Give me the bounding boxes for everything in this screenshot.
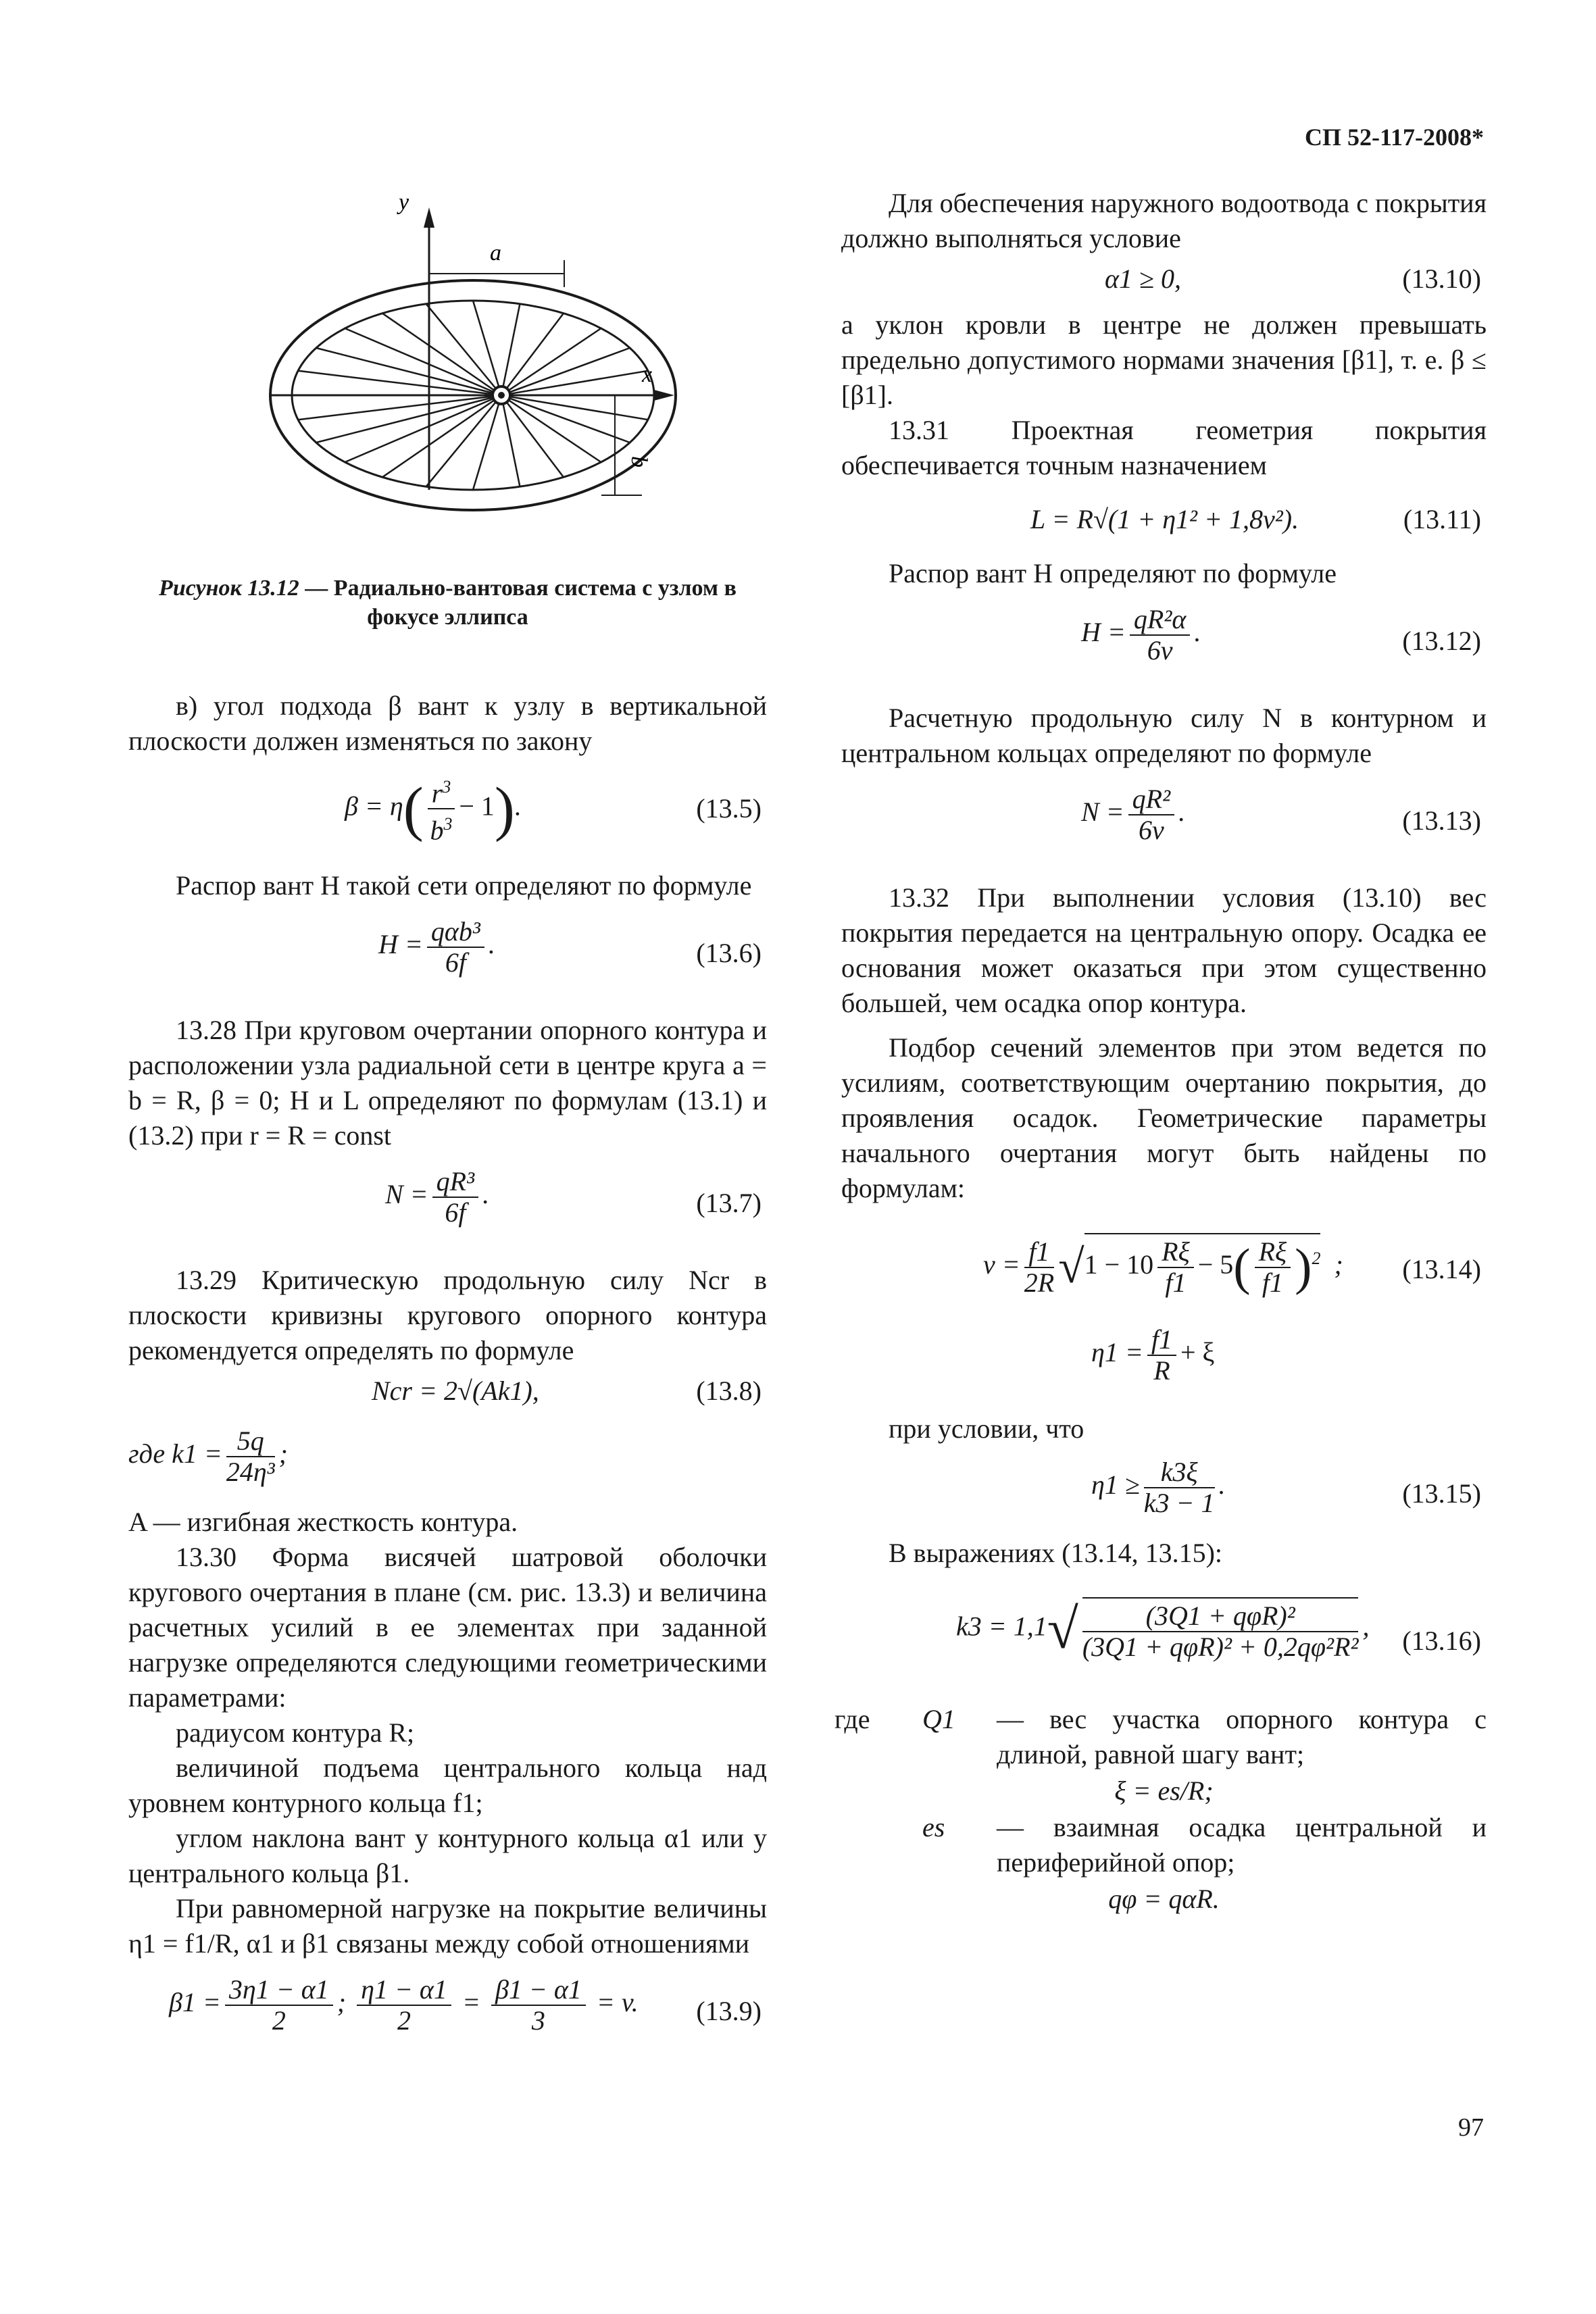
paragraph-drainage: Для обеспечения наружного водоотвода с покрытия должно выполняться условие	[841, 188, 1487, 253]
paragraph-h-intro: Распор вант H определяют по формуле	[889, 558, 1337, 588]
cable-spoke	[501, 371, 648, 395]
cable-spoke	[473, 301, 501, 395]
formula-13-10: α1 ≥ 0, (13.10)	[1105, 263, 1481, 294]
formula-13-7: N = $\frac{\text{qR³}}{6f}$ . (13.7)	[385, 1166, 762, 1228]
right-column	[834, 186, 1487, 1918]
cable-spoke	[501, 395, 520, 486]
formula-13-15: η1 ≥ $\frac{k3\xi}{k3 - 1}$ . (13.15)	[1091, 1457, 1481, 1518]
item-angle: углом наклона вант у контурного кольца α1 или у центрального кольца β1.	[128, 1823, 767, 1888]
paragraph-13-31: 13.31 Проектная геометрия покрытия обеспечивается точным назначением	[841, 415, 1487, 480]
formula-13-13: N = $\frac{\text{qR²}}{6v}$ . (13.13)	[1081, 784, 1481, 845]
xi-definition: ξ = es/R;	[1114, 1776, 1214, 1806]
cable-spoke	[426, 395, 501, 486]
page-number: 97	[1458, 2113, 1484, 2142]
item-rise: величиной подъема центрального кольца над уровнем контурного кольца f1;	[128, 1753, 767, 1818]
paragraph-n-intro: Расчетную продольную силу N в контурном и центральном кольцах определяют по формуле	[841, 703, 1487, 768]
cable-spoke	[501, 304, 520, 395]
cable-spoke	[501, 395, 601, 462]
ellipse-cable-diagram	[128, 193, 767, 571]
paragraph-expressions: В выражениях (13.14, 13.15):	[889, 1538, 1223, 1568]
formula-13-14: v = $\frac{f1}{2R}$ √1 − 10 $\frac{R\xi}{f1}$ − 5( $\frac{R\xi}{f1}$ )$^2$ ; (13.14)	[841, 1226, 1487, 1321]
formula-13-8: Ncr = 2√(Ak1), (13.8)	[372, 1376, 762, 1406]
paragraph-13-30: 13.30 Форма висячей шатровой оболочки кругового очертания в плане (см. рис. 13.3) и величина расчетных усилий в ее элементах при заданной нагрузке определяются следующими геометрическими параметрами:	[128, 1542, 767, 1713]
where-q1-row: где Q1 — вес участка опорного контура с длиной, равной шагу вант;	[834, 1704, 1487, 1769]
formula-13-12: H = $\frac{\text{qR²α}}{6v}$ . (13.12)	[1081, 604, 1481, 665]
formula-number: (13.5)	[696, 793, 762, 824]
figure-caption-text: — Радиально-вантовая система с узлом в фокусе эллипса	[299, 576, 737, 630]
formula-13-9: β1 = $\frac{3\eta 1 - \alpha 1}{2}$ ; $\frac{\eta 1 - \alpha 1}{2}$ = $\frac{\beta 1 - \alpha 1}{3}$ = v. (13.9)	[169, 1974, 762, 2036]
paragraph-roof-slope: а уклон кровли в центре не должен превышать предельно допустимого нормами значения [β1], т. е. β ≤ [β1].	[841, 309, 1487, 410]
y-axis-label: y	[399, 193, 409, 215]
qphi-definition: qφ = qαR.	[1108, 1884, 1220, 1914]
paragraph-uniform-load: При равномерной нагрузке на покрытие величины η1 = f1/R, α1 и β1 связаны между собой отношениями	[128, 1893, 767, 1959]
figure-13-12	[128, 193, 767, 571]
item-radius: радиусом контура R;	[176, 1717, 415, 1748]
document-code: СП 52-117-2008*	[1305, 124, 1484, 151]
left-column	[128, 193, 767, 2071]
paragraph-section-selection: Подбор сечений элементов при этом ведется по усилиям, соответствующим очертанию покрытия, до проявления осадок. Геометрические параметры начального очертания могут быть найдены по формулам:	[841, 1032, 1487, 1203]
paragraph-beta-law: в) угол подхода β вант к узлу в вертикальной плоскости должен изменяться по закону	[128, 690, 767, 756]
formula-13-5: β = η( $\frac{r^3}{b^3}$ − 1). (13.5)	[128, 763, 767, 864]
formula-eta1: η1 = $\frac{f1}{R}$ + ξ	[1091, 1324, 1215, 1386]
cable-spoke	[501, 395, 648, 420]
dimension-b-label: b	[626, 456, 651, 468]
figure-caption	[128, 574, 767, 632]
cable-spoke	[501, 328, 601, 395]
where-es-row: es — взаимная осадка центральной и периферийной опор;	[922, 1812, 1487, 1878]
cable-spoke	[501, 348, 630, 395]
where-k1: где k1 = $\frac{5q}{\text{24η³}}$ ;	[128, 1426, 288, 1487]
cable-spoke	[426, 304, 501, 395]
x-axis-label: x	[642, 362, 653, 387]
figure-caption-label: Рисунок 13.12	[159, 576, 299, 601]
formula-13-11: L = R√(1 + η1² + 1,8v²). (13.11)	[1030, 504, 1481, 534]
formula-13-16: k3 = 1,1√ $\frac{\text{(3Q1 + qφR)²}}{\text{(3Q1 + qφR)² + 0,2qφ²R²}}$ , (13.16)	[956, 1598, 1481, 1662]
cable-spoke	[473, 395, 501, 490]
dimension-a-label: a	[490, 241, 501, 266]
paragraph-13-29: 13.29 Критическую продольную силу Ncr в плоскости кривизны кругового опорного контура рекомендуется определять по формуле	[128, 1265, 767, 1365]
paragraph-13-28: 13.28 При круговом очертании опорного контура и расположении узла радиальной сети в центре круга a = b = R, β = 0; H и L определяют по формулам (13.1) и (13.2) при r = R = const	[128, 1015, 767, 1151]
paragraph-h-formula-intro: Распор вант H такой сети определяют по формуле	[176, 870, 752, 901]
cable-spoke	[501, 395, 630, 443]
paragraph-condition: при условии, что	[889, 1413, 1084, 1444]
paragraph-13-32: 13.32 При выполнении условия (13.10) вес покрытия передается на центральную опору. Осадка ее основания может оказаться при этом существенно большей, чем осадка опор контура.	[841, 882, 1487, 1018]
formula-13-6: H = $\frac{\text{qαb³}}{6f}$ . (13.6)	[378, 916, 762, 978]
paragraph-a-stiffness: A — изгибная жесткость контура.	[128, 1507, 518, 1537]
